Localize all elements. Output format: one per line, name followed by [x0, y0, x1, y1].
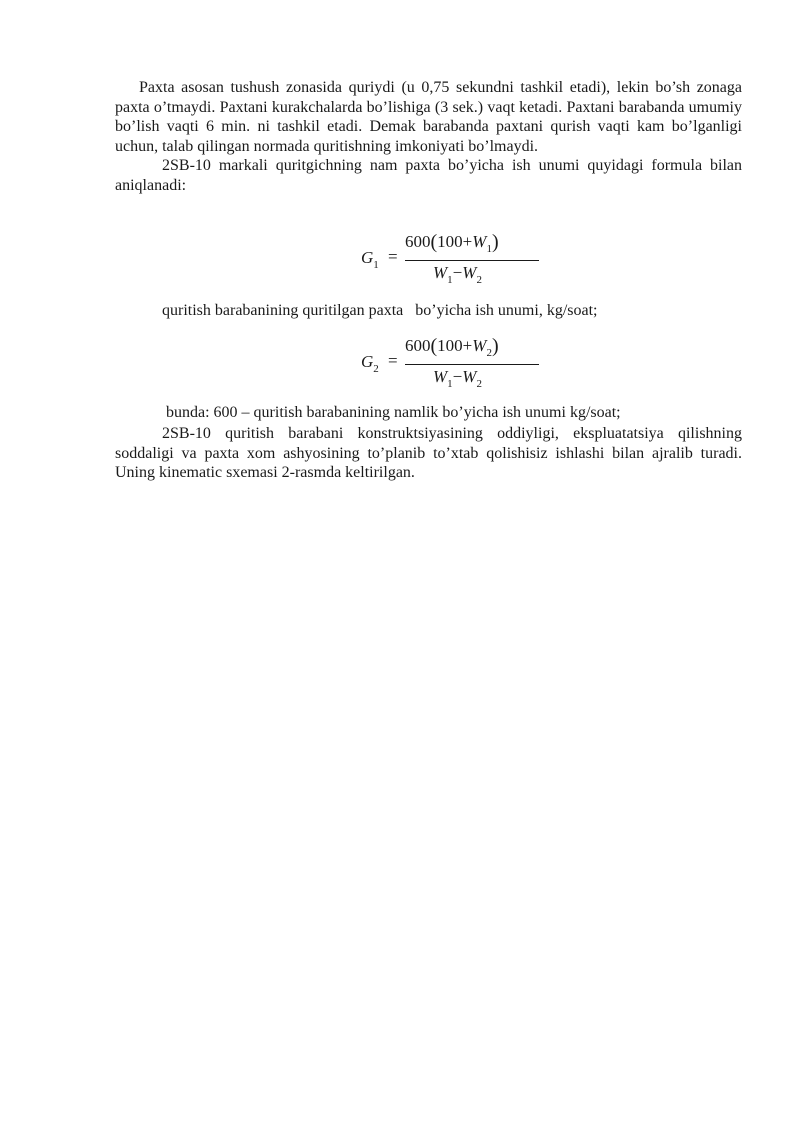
formula-g1	[361, 230, 561, 290]
formula-g1-equals: =	[388, 247, 398, 266]
paragraph-5: 2SB-10 quritish barabani konstruktsiyasining oddiyligi, ekspluatatsiya qilishning soddaligi va paxta xom ashyosining to’planib to’xtab qolishisiz ishlashi bilan ajralib turadi. Uning kinematic sxemasi 2-rasmda keltirilgan.	[115, 425, 742, 482]
formula-g2	[361, 334, 561, 394]
formula-g1-denominator: $W_1-W_2$	[433, 263, 482, 286]
paragraph-4: bunda: 600 – quritish barabanining namlik bo’yicha ish unumi kg/soat;	[162, 404, 621, 421]
paragraph-1-block	[115, 78, 742, 196]
formula-g2-fraction-bar	[405, 364, 539, 365]
formula-g1-lhs: $G_1$	[361, 248, 379, 271]
formula-g2-equals: =	[388, 351, 398, 370]
formula-g2-denominator: $W_1-W_2$	[433, 367, 482, 390]
formula-g2-lhs: $G_2$	[361, 352, 379, 375]
paragraph-2: 2SB-10 markali quritgichning nam paxta bo’yicha ish unumi quyidagi formula bilan aniqlanadi:	[115, 157, 742, 194]
formula-g1-fraction-bar	[405, 260, 539, 261]
formula-g1-numerator: $600(100+W_1)$	[405, 231, 499, 255]
paragraph-1: Paxta asosan tushush zonasida quriydi (u 0,75 sekundni tashkil etadi), lekin bo’sh zonaga paxta o’tmaydi. Paxtani kurakchalarda bo’lishiga (3 sek.) vaqt ketadi. Paxtani barabanda umumiy bo’lish vaqti 6 min. ni tashkil etadi. Demak barabanda paxtani qurish vaqti kam bo’lganligi uchun, talab qilingan normada quritishning imkoniyati bo’lmaydi.	[115, 79, 742, 155]
paragraph-5-block	[115, 424, 742, 483]
formula-g2-numerator: $600(100+W_2)$	[405, 335, 499, 359]
paragraph-3: quritish barabanining quritilgan paxta bo’yicha ish unumi, kg/soat;	[162, 302, 598, 319]
